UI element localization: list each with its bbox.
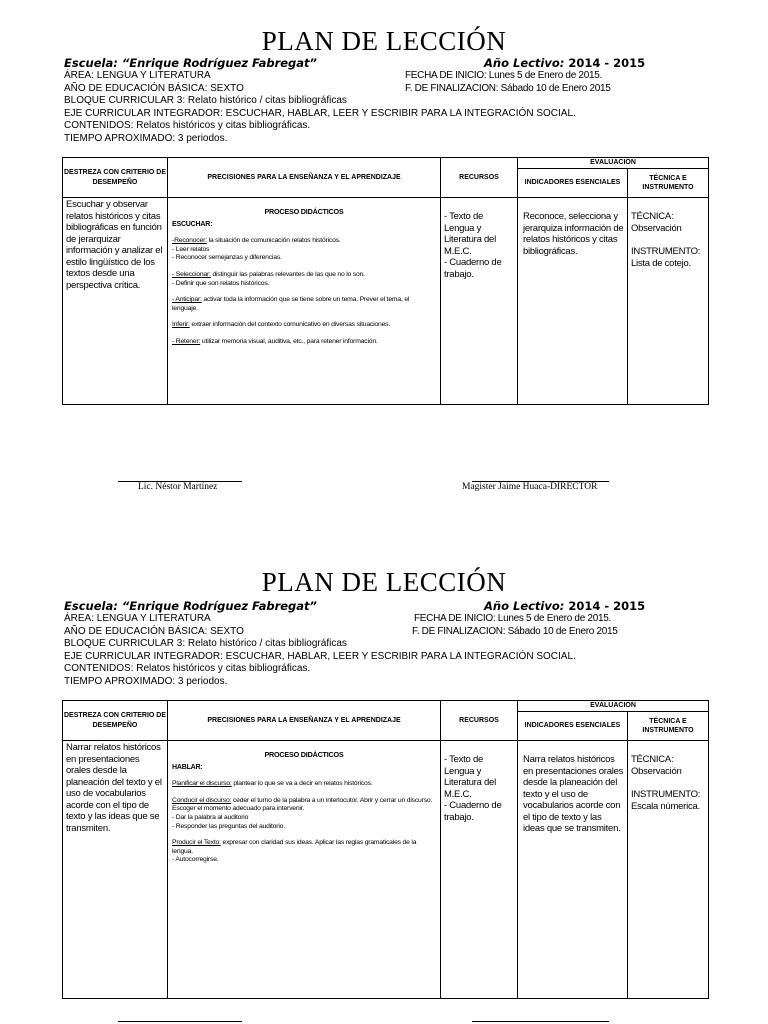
area-line: ÁREA: LENGUA Y LITERATURA: [64, 613, 211, 624]
grade-line: AÑO DE EDUCACIÓN BÁSICA: SEXTO: [64, 82, 244, 94]
process-step-text: utilizar memoria visual, auditiva, etc., para retener información.: [200, 337, 378, 345]
end-date: F. DE FINALIZACION: Sábado 10 de Enero 2015: [405, 82, 611, 94]
start-date: FECHA DE INICIO: Lunes 5 de Enero de 2015.: [414, 613, 611, 624]
process-step: [172, 780, 436, 789]
end-date: F. DE FINALIZACION: Sábado 10 de Enero 2015: [412, 625, 618, 637]
process-step-term: Producir el Texto:: [172, 839, 221, 847]
process-steps: [172, 780, 436, 865]
process-step: [172, 237, 436, 263]
process-step-term: - Retener:: [172, 337, 201, 345]
technique-value: Observación: [631, 222, 682, 234]
header-skill: DESTREZA CON CRITERIO DE DESEMPEÑO: [63, 158, 168, 198]
header-skill: DESTREZA CON CRITERIO DE DESEMPEÑO: [63, 701, 168, 741]
plan-title: PLAN DE LECCIÓN: [261, 26, 507, 56]
process-step-text: distinguir las palabras relevantes de las que no lo son.: [210, 270, 365, 278]
header-technique: TÉCNICA E INSTRUMENTO: [628, 712, 709, 741]
process-step: [172, 338, 436, 347]
indicators-cell: Reconoce, selecciona y jerarquiza información de relatos históricos y citas bibliográficas.: [518, 198, 628, 405]
header-resources: RECURSOS: [441, 701, 518, 741]
signature-teacher: Lic. Néstor Martínez: [138, 482, 218, 492]
signature-director: Magister Jaime Huaca-DIRECTOR: [462, 482, 598, 492]
process-title: PROCESO DIDÁCTICOS: [264, 750, 344, 759]
process-step: [172, 839, 436, 865]
header-evaluation: EVALUACIÓN: [518, 701, 709, 712]
process-step-term: Planificar el discurso:: [172, 780, 232, 788]
process-step-text: expresar con claridad sus ideas. Aplicar las reglas gramaticales de la lengua.: [172, 839, 417, 855]
process-step-text: extraer información del contexto comunicativo en diversas situaciones.: [189, 321, 391, 329]
process-step-detail: - Reconocer semejanzas y diferencias.: [172, 254, 282, 262]
process-step-text: la situación de comunicación relatos históricos.: [206, 237, 341, 245]
resources-cell: - Texto de Lengua y Literatura del M.E.C. - Cuaderno de trabajo.: [441, 198, 518, 405]
instrument-label: INSTRUMENTO:: [631, 246, 701, 257]
process-step-term: Inferir:: [172, 321, 190, 329]
grade-line: AÑO DE EDUCACIÓN BÁSICA: SEXTO: [64, 625, 244, 637]
skill-cell: Escuchar y observar relatos históricos y citas bibliográficas en función de jerarquizar información y analizar el estilo lingüístico de los textos desde una perspectiva crítica.: [63, 198, 168, 405]
indicators-cell: Narra relatos históricos en presentaciones orales desde la planeación del texto y el uso de vocabularios acorde con el tipo de texto y las ideas que se transmiten.: [518, 741, 628, 999]
axis-line: EJE CURRICULAR INTEGRADOR: ESCUCHAR, HABLAR, LEER Y ESCRIBIR PARA LA INTEGRACIÓN SOCIAL.: [64, 107, 576, 119]
school-year-line: Año Lectivo: 2014 - 2015: [484, 56, 646, 70]
process-title: PROCESO DIDÁCTICOS: [264, 207, 344, 216]
instrument-value: Lista de cotejo.: [631, 257, 691, 269]
start-date: FECHA DE INICIO: Lunes 5 de Enero de 2015.: [405, 70, 602, 81]
resources-cell: - Texto de Lengua y Literatura del M.E.C. - Cuaderno de trabajo.: [441, 741, 518, 999]
header-evaluation: EVALUACIÓN: [518, 158, 709, 169]
skill-cell: Narrar relatos históricos en presentaciones orales desde la planeación del texto y el uso de vocabularios acorde con el tipo de texto y las ideas que se transmiten.: [63, 741, 168, 999]
header-precisions: PRECISIONES PARA LA ENSEÑANZA Y EL APRENDIZAJE: [168, 701, 441, 741]
process-step: [172, 797, 436, 831]
content-line: CONTENIDOS: Relatos históricos y citas bibliográficas.: [64, 120, 311, 131]
process-cell: [168, 741, 441, 999]
process-step-term: - Anticipar:: [172, 296, 202, 304]
header-indicators: INDICADORES ESENCIALES: [518, 712, 628, 741]
plan-title: PLAN DE LECCIÓN: [261, 567, 507, 597]
signature-line-teacher: [118, 1021, 242, 1022]
content-line: CONTENIDOS: Relatos históricos y citas bibliográficas.: [64, 663, 311, 674]
header-resources: RECURSOS: [441, 158, 518, 198]
process-step-detail: - Autocorregirse.: [172, 856, 219, 864]
instrument-label: INSTRUMENTO:: [631, 789, 701, 800]
process-step: [172, 271, 436, 288]
school-year-line: Año Lectivo: 2014 - 2015: [484, 599, 646, 613]
area-line: ÁREA: LENGUA Y LITERATURA: [64, 70, 211, 81]
header-indicators: INDICADORES ESENCIALES: [518, 169, 628, 198]
header-technique: TÉCNICA E INSTRUMENTO: [628, 169, 709, 198]
process-step-detail: - Leer relatos: [172, 245, 210, 253]
process-step-text: ceder el turno de la palabra a un interlocutor. Abrir y cerrar un discurso. Escoger el momento adecuado para intervenir.: [172, 796, 433, 813]
process-step: [172, 321, 436, 330]
time-line: TIEMPO APROXIMADO: 3 periodos.: [64, 675, 228, 687]
header-precisions: PRECISIONES PARA LA ENSEÑANZA Y EL APRENDIZAJE: [168, 158, 441, 198]
plan-table: [62, 157, 709, 405]
block-line: BLOQUE CURRICULAR 3: Relato histórico / citas bibliográficas: [64, 95, 347, 106]
instrument-value: Escala númerica.: [631, 800, 700, 812]
school-line: Escuela: “Enrique Rodríguez Fabregat”: [64, 599, 317, 613]
plan-table: [62, 700, 709, 999]
process-cell: [168, 198, 441, 405]
school-line: Escuela: “Enrique Rodríguez Fabregat”: [64, 56, 317, 70]
process-step-text: plantear lo que se va a decir en relatos históricos.: [231, 780, 373, 788]
process-step-detail: - Definir que son relatos históricos.: [172, 279, 270, 287]
process-step-term: - Seleccionar:: [172, 270, 211, 278]
process-step-text: activar toda la información que se tiene sobre un tema. Prever el tema, el lenguaje.: [172, 296, 410, 312]
technique-label: TÉCNICA:: [631, 754, 674, 765]
technique-label: TÉCNICA:: [631, 211, 674, 222]
block-line: BLOQUE CURRICULAR 3: Relato histórico / citas bibliográficas: [64, 638, 347, 649]
technique-cell: [628, 741, 709, 999]
process-step-detail: - Dar la palabra al auditorio: [172, 813, 249, 821]
process-step-detail: - Responder las preguntas del auditorio.: [172, 822, 285, 830]
axis-line: EJE CURRICULAR INTEGRADOR: ESCUCHAR, HABLAR, LEER Y ESCRIBIR PARA LA INTEGRACIÓN SOCIAL.: [64, 650, 576, 662]
time-line: TIEMPO APROXIMADO: 3 periodos.: [64, 132, 228, 144]
process-step-term: -Reconocer:: [172, 237, 207, 245]
technique-value: Observación: [631, 765, 682, 777]
process-subtitle: HABLAR:: [172, 763, 203, 771]
signature-line-director: [472, 1021, 609, 1022]
process-subtitle: ESCUCHAR:: [172, 220, 213, 228]
technique-cell: [628, 198, 709, 405]
process-step: [172, 296, 436, 313]
process-steps: [172, 237, 436, 346]
process-step-term: Conducir el discurso:: [172, 796, 232, 804]
